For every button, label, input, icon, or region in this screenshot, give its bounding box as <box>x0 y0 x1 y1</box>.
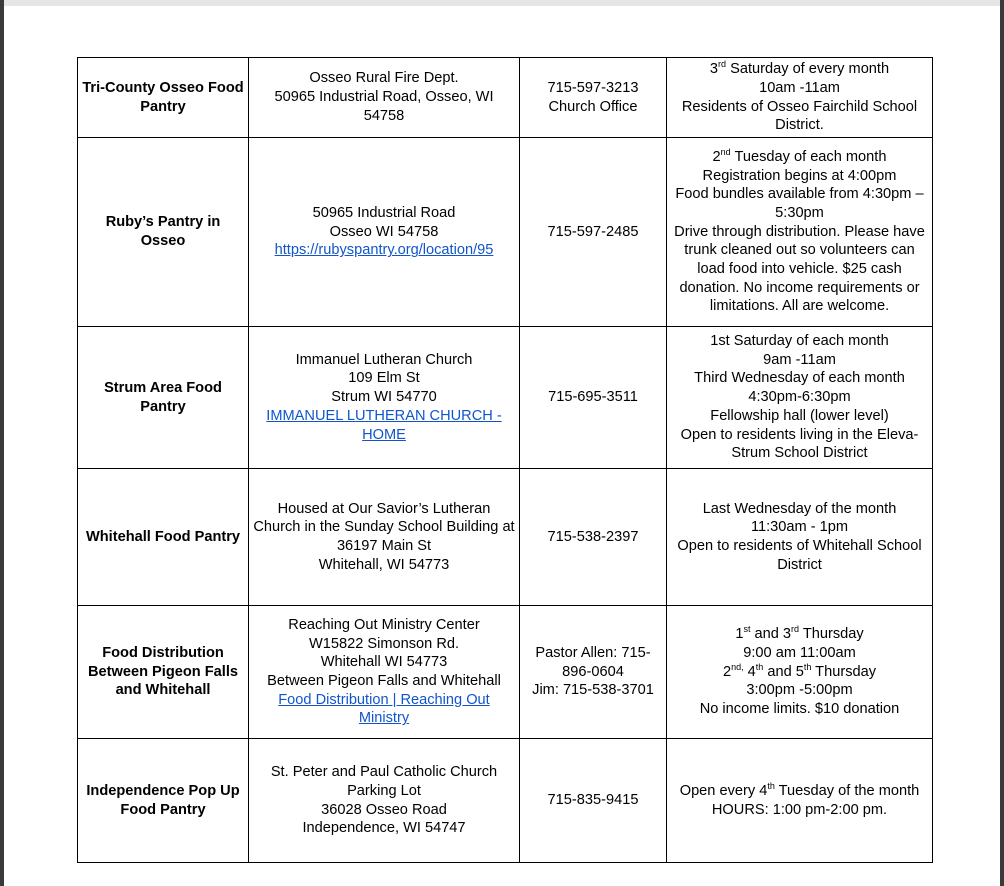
address-line: 36028 Osseo Road <box>321 801 447 818</box>
hours-text: Thursday <box>799 626 864 643</box>
phone-line: 715-835-9415 <box>547 792 639 809</box>
hours-line: 4:30pm-6:30pm <box>748 389 851 406</box>
address-line: Strum WI 54770 <box>331 389 437 406</box>
address-line: Immanuel Lutheran Church <box>295 351 473 368</box>
hours-line: 9:00 am 11:00am <box>743 644 856 661</box>
phone-line: 715-538-2397 <box>547 528 639 545</box>
address-line: Whitehall, WI 54773 <box>318 556 450 573</box>
address-line: St. Peter and Paul Catholic Church Parking Lot <box>270 764 498 799</box>
pantry-name: Tri-County Osseo Food Pantry <box>78 58 249 138</box>
pantry-address <box>249 58 520 138</box>
ordinal-suffix: nd, <box>731 661 744 672</box>
pantry-address <box>249 469 520 606</box>
reaching-out-ministry-link[interactable]: Food Distribution | Reaching Out Ministry <box>278 691 490 727</box>
ordinal-suffix: th <box>755 661 764 672</box>
hours-line: Fellowship hall (lower level) <box>710 407 889 424</box>
hours-line <box>671 782 928 819</box>
table-row <box>78 58 933 138</box>
hours-line: Residents of Osseo Fairchild School District. <box>681 98 918 134</box>
pantry-name: Food Distribution Between Pigeon Falls and Whitehall <box>78 606 249 739</box>
address-line: Housed at Our Savior’s Lutheran Church in the Sunday School Building at 36197 Main St <box>253 500 515 554</box>
address-line: 50965 Industrial Road <box>312 204 456 221</box>
pantry-hours <box>667 138 933 327</box>
table-row <box>78 469 933 606</box>
hours-text: Tuesday of the month HOURS: 1:00 pm-2:00 pm. <box>711 782 920 818</box>
phone-line: Pastor Allen: 715-896-0604 <box>535 644 651 680</box>
hours-line: Open to residents living in the Eleva-Strum School District <box>680 426 919 462</box>
hours-line: Last Wednesday of the month <box>702 500 897 517</box>
rubys-pantry-link[interactable]: https://rubyspantry.org/location/95 <box>274 242 494 259</box>
address-line: 109 Elm St <box>348 370 420 387</box>
pantry-hours <box>667 327 933 469</box>
food-pantry-table <box>77 57 933 863</box>
hours-text: Thursday <box>811 663 877 680</box>
address-line: 50965 Industrial Road, Osseo, WI 54758 <box>274 89 494 124</box>
ordinal-number: 2 <box>722 663 732 680</box>
hours-line <box>671 60 928 79</box>
hours-text: 4 <box>743 663 756 680</box>
hours-text: and 3 <box>750 626 792 643</box>
hours-line: 3:00pm -5:00pm <box>746 682 853 699</box>
pantry-name: Ruby’s Pantry in Osseo <box>78 138 249 327</box>
window-right-edge <box>1000 0 1004 886</box>
pantry-name: Strum Area Food Pantry <box>78 327 249 469</box>
pantry-phone <box>520 138 667 327</box>
ordinal-suffix: rd <box>718 59 727 70</box>
pantry-address <box>249 138 520 327</box>
address-line: Osseo Rural Fire Dept. <box>309 70 459 87</box>
pantry-phone <box>520 469 667 606</box>
hours-text: Tuesday of each month <box>730 148 887 165</box>
hours-line: 11:30am - 1pm <box>750 519 849 536</box>
pantry-hours <box>667 739 933 863</box>
hours-line: Drive through distribution. Please have trunk cleaned out so volunteers can load food into vehicle. $25 cash donation. No income requirements or limitations. All are welcome. <box>674 223 925 315</box>
hours-text: Open every 4 <box>679 782 768 799</box>
pantry-name: Whitehall Food Pantry <box>78 469 249 606</box>
hours-line: 9am -11am <box>763 351 836 368</box>
pantry-phone <box>520 606 667 739</box>
ordinal-suffix: th <box>803 661 812 672</box>
hours-line: Registration begins at 4:00pm <box>702 167 897 184</box>
address-line: Between Pigeon Falls and Whitehall <box>267 673 501 689</box>
hours-line <box>671 148 928 167</box>
ordinal-number: 2 <box>712 148 721 165</box>
window-top-edge <box>0 0 1004 6</box>
phone-line: 715-695-3511 <box>548 389 638 406</box>
hours-line: 1st Saturday of each month <box>710 333 889 350</box>
address-line: Whitehall WI 54773 <box>320 654 448 671</box>
pantry-hours <box>667 606 933 739</box>
address-line: Independence, WI 54747 <box>302 820 466 837</box>
ordinal-number: 3 <box>709 61 719 78</box>
address-line: Reaching Out Ministry Center <box>288 616 480 633</box>
pantry-phone <box>520 739 667 863</box>
table-row <box>78 739 933 863</box>
phone-line: Church Office <box>548 98 638 115</box>
ordinal-suffix: rd <box>791 624 800 635</box>
hours-text: Saturday of every month <box>726 61 890 78</box>
pantry-address <box>249 739 520 863</box>
pantry-hours <box>667 469 933 606</box>
pantry-phone <box>520 58 667 138</box>
hours-line <box>671 663 928 682</box>
pantry-name: Independence Pop Up Food Pantry <box>78 739 249 863</box>
table-row <box>78 327 933 469</box>
pantry-address <box>249 327 520 469</box>
hours-line: Third Wednesday of each month <box>694 370 905 387</box>
hours-line: Food bundles available from 4:30pm – 5:30pm <box>675 186 924 221</box>
hours-line: Open to residents of Whitehall School District <box>677 538 922 573</box>
phone-line: Jim: 715-538-3701 <box>532 682 654 699</box>
ordinal-suffix: st <box>743 624 751 635</box>
address-line: W15822 Simonson Rd. <box>308 635 460 652</box>
hours-text: and 5 <box>763 663 804 680</box>
phone-line: 715-597-2485 <box>547 223 639 240</box>
window-left-edge <box>0 0 4 886</box>
ordinal-suffix: th <box>767 780 775 791</box>
pantry-address <box>249 606 520 739</box>
ordinal-suffix: nd <box>720 146 731 157</box>
pantry-hours <box>667 58 933 138</box>
table-row <box>78 138 933 327</box>
hours-line: 10am -11am <box>759 79 840 96</box>
table-row <box>78 606 933 739</box>
hours-line <box>671 625 928 644</box>
phone-line: 715-597-3213 <box>547 79 639 96</box>
pantry-phone <box>520 327 667 469</box>
ordinal-number: 1 <box>735 626 744 643</box>
address-line: Osseo WI 54758 <box>329 223 439 240</box>
hours-line: No income limits. $10 donation <box>699 701 900 718</box>
immanuel-lutheran-link[interactable]: IMMANUEL LUTHERAN CHURCH - HOME <box>266 407 502 443</box>
